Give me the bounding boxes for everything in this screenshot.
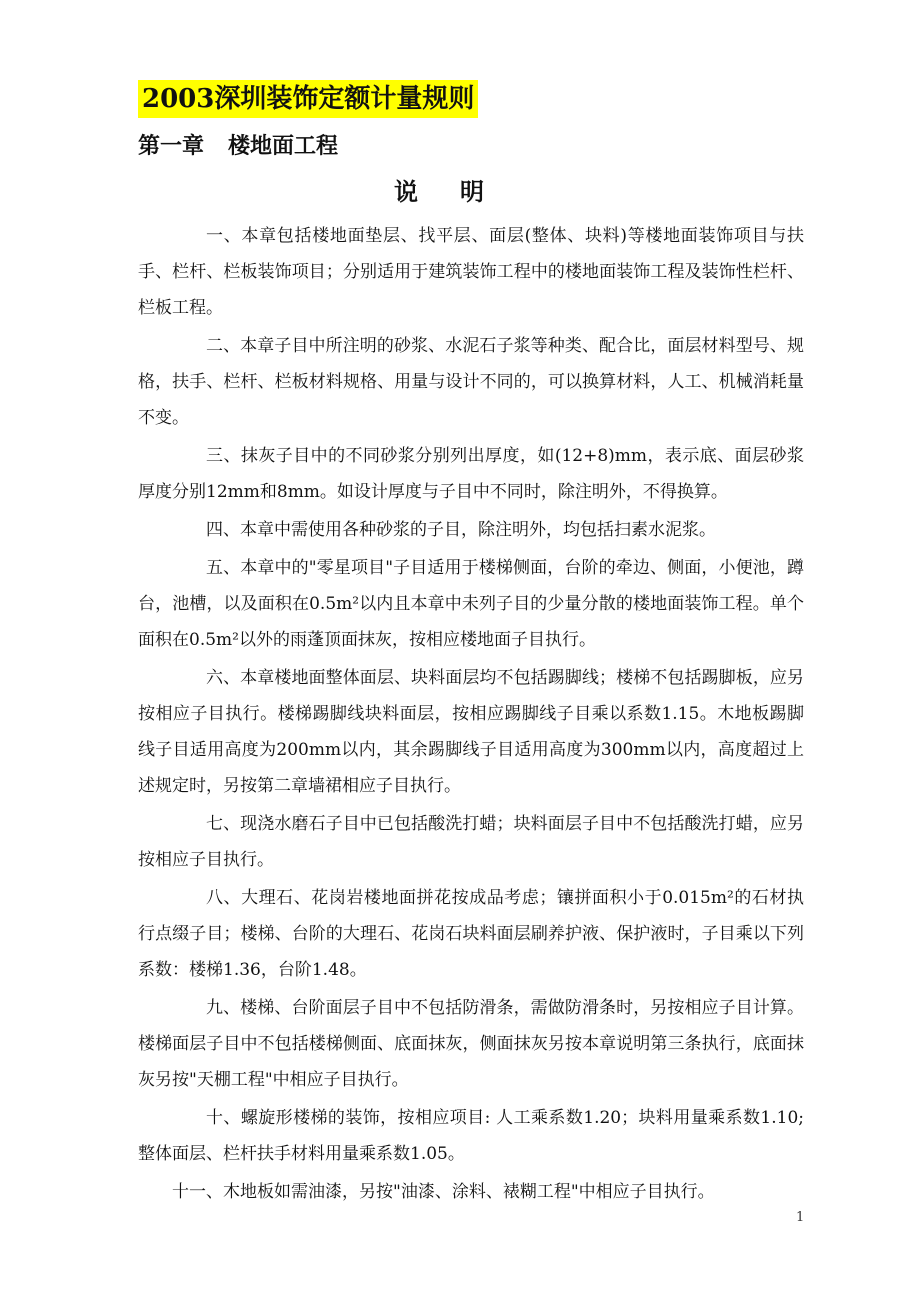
paragraph: 十一、木地板如需油漆，另按"油漆、涂料、裱糊工程"中相应子目执行。 — [172, 1182, 715, 1202]
page-number: 1 — [796, 1210, 805, 1225]
paragraph: 二、本章子目中所注明的砂浆、水泥石子浆等种类、配合比，面层材料型号、规格，扶手、栏杆、栏板材料规格、用量与设计不同的，可以换算材料，人工、机械消耗量不变。 — [138, 336, 804, 428]
paragraph: 七、现浇水磨石子目中已包括酸洗打蜡；块料面层子目中不包括酸洗打蜡，应另按相应子目执行。 — [138, 814, 804, 870]
paragraph: 四、本章中需使用各种砂浆的子目，除注明外，均包括扫素水泥浆。 — [206, 520, 716, 540]
paragraph: 九、楼梯、台阶面层子目中不包括防滑条，需做防滑条时，另按相应子目计算。楼梯面层子目中不包括楼梯侧面、底面抹灰，侧面抹灰另按本章说明第三条执行，底面抹灰另按"天棚工程"中相应子目执行。 — [138, 998, 804, 1090]
section-heading: 说明 — [394, 177, 526, 206]
paragraph: 六、本章楼地面整体面层、块料面层均不包括踢脚线；楼梯不包括踢脚板，应另按相应子目执行。楼梯踢脚线块料面层，按相应踢脚线子目乘以系数1.15。木地板踢脚线子目适用高度为200mm以内，其余踢脚线子目适用高度为300mm以内，高度超过上述规定时，另按第二章墙裙相应子目执行。 — [138, 668, 804, 796]
paragraph: 一、本章包括楼地面垫层、找平层、面层(整体、块料)等楼地面装饰项目与扶手、栏杆、栏板装饰项目；分别适用于建筑装饰工程中的楼地面装饰工程及装饰性栏杆、栏板工程。 — [138, 226, 804, 318]
paragraph: 十、螺旋形楼梯的装饰，按相应项目: 人工乘系数1.20；块料用量乘系数1.10;整体面层、栏杆扶手材料用量乘系数1.05。 — [138, 1108, 804, 1164]
paragraph: 三、抹灰子目中的不同砂浆分别列出厚度，如(12+8)mm，表示底、面层砂浆厚度分别12mm和8mm。如设计厚度与子目中不同时，除注明外，不得换算。 — [138, 446, 804, 502]
document-title: 2003深圳装饰定额计量规则 — [138, 80, 478, 118]
chapter-number: 第一章 — [138, 133, 205, 159]
chapter-name: 楼地面工程 — [228, 133, 339, 159]
paragraph: 八、大理石、花岗岩楼地面拼花按成品考虑；镶拼面积小于0.015m²的石材执行点缀子目；楼梯、台阶的大理石、花岗石块料面层刷养护液、保护液时，子目乘以下列系数：楼梯1.36，台阶1.48。 — [138, 888, 804, 980]
chapter-title — [138, 129, 338, 163]
paragraph: 五、本章中的"零星项目"子目适用于楼梯侧面，台阶的牵边、侧面，小便池，蹲台，池槽，以及面积在0.5m²以内且本章中未列子目的少量分散的楼地面装饰工程。单个面积在0.5m²以外的雨蓬顶面抹灰，按相应楼地面子目执行。 — [138, 558, 804, 650]
body-text — [138, 218, 804, 1210]
